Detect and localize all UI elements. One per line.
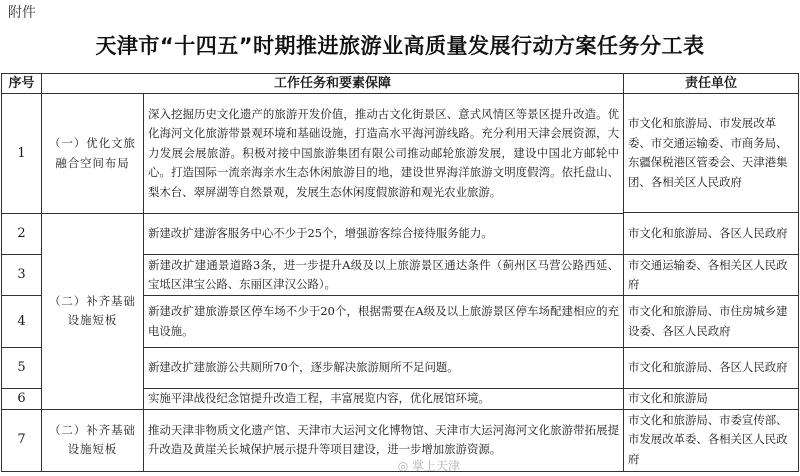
header-no: 序号	[2, 74, 42, 94]
unit-cell: 市文化和旅游局	[624, 389, 799, 410]
task-cell: 实施平津战役纪念馆提升改造工程，丰富展览内容，优化展馆环境。	[144, 389, 624, 410]
unit-cell: 市交通运输委、各相关区人民政府	[624, 255, 799, 296]
row-number: 7	[2, 409, 42, 471]
task-cell: 深入挖掘历史文化遗产的旅游开发价值，推动古文化街景区、意式风情区等景区提升改造。优化海河文化旅游带景观环境和基础设施，打造高水平海河游线路。充分利用天津会展资源，大力发展会展旅游。积极对接中国旅游集团有限公司推动邮轮旅游发展，建设中国北方邮轮中心。打造国际一流亲海亲水生态休闲旅游目的地，建设世界海洋旅游文明度假湾。依托盘山、梨木台、翠屏湖等自然景观，发展生态休闲度假旅游和观光农业旅游。	[144, 94, 624, 214]
row-number: 2	[2, 214, 42, 255]
task-table	[1, 73, 799, 472]
header-task: 工作任务和要素保障	[42, 74, 624, 94]
category-cell: （一）优化文旅融合空间布局	[42, 94, 144, 214]
row-number: 6	[2, 389, 42, 410]
task-cell: 推动天津非物质文化遗产馆、天津市大运河文化博物馆、天津市大运河海河文化旅游带拓展提升改造及黄崖关长城保护展示提升等项目建设，进一步增加旅游资源。	[144, 409, 624, 471]
row-number: 5	[2, 348, 42, 389]
document-title: 天津市“十四五”时期推进旅游业高质量发展行动方案任务分工表	[95, 34, 705, 58]
task-cell: 新建改扩建旅游景区停车场不少于20个，根据需要在A级及以上旅游景区停车场配建相应的充电设施。	[144, 296, 624, 348]
category-cell: （二）补齐基础设施短板	[42, 214, 144, 410]
task-cell: 新建改扩建旅游公共厕所70个，逐步解决旅游厕所不足问题。	[144, 348, 624, 389]
unit-cell: 市文化和旅游局、各区人民政府	[624, 213, 799, 255]
task-cell: 新建改扩建游客服务中心不少于25个，增强游客综合接待服务能力。	[144, 214, 624, 255]
header-unit: 责任单位	[624, 74, 799, 94]
watermark-text: ◎ 掌上天津	[397, 459, 460, 473]
row-number: 4	[2, 296, 42, 348]
table-header-row	[2, 74, 799, 94]
category-cell: （二）补齐基础设施短板	[42, 409, 144, 471]
unit-cell: 市文化和旅游局、市发展改革委、市交通运输委、市商务局、东疆保税港区管委会、天津港集团、各相关区人民政府	[624, 94, 799, 213]
attachment-label: 附件	[8, 5, 36, 21]
table-row	[2, 94, 799, 213]
row-number: 1	[2, 94, 42, 214]
unit-cell: 市文化和旅游局、市住房城乡建设委、各区人民政府	[624, 296, 799, 348]
task-cell: 新建改扩建通景道路3条，进一步提升A级及以上旅游景区通达条件（蓟州区马营公路西延、宝坻区津宝公路、东丽区津汉公路）。	[144, 255, 624, 296]
unit-cell: 市文化和旅游局、市委宣传部、市发展改革委、各相关区人民政府	[624, 409, 799, 471]
unit-cell: 市文化和旅游局、各区人民政府	[624, 348, 799, 389]
row-number: 3	[2, 255, 42, 296]
